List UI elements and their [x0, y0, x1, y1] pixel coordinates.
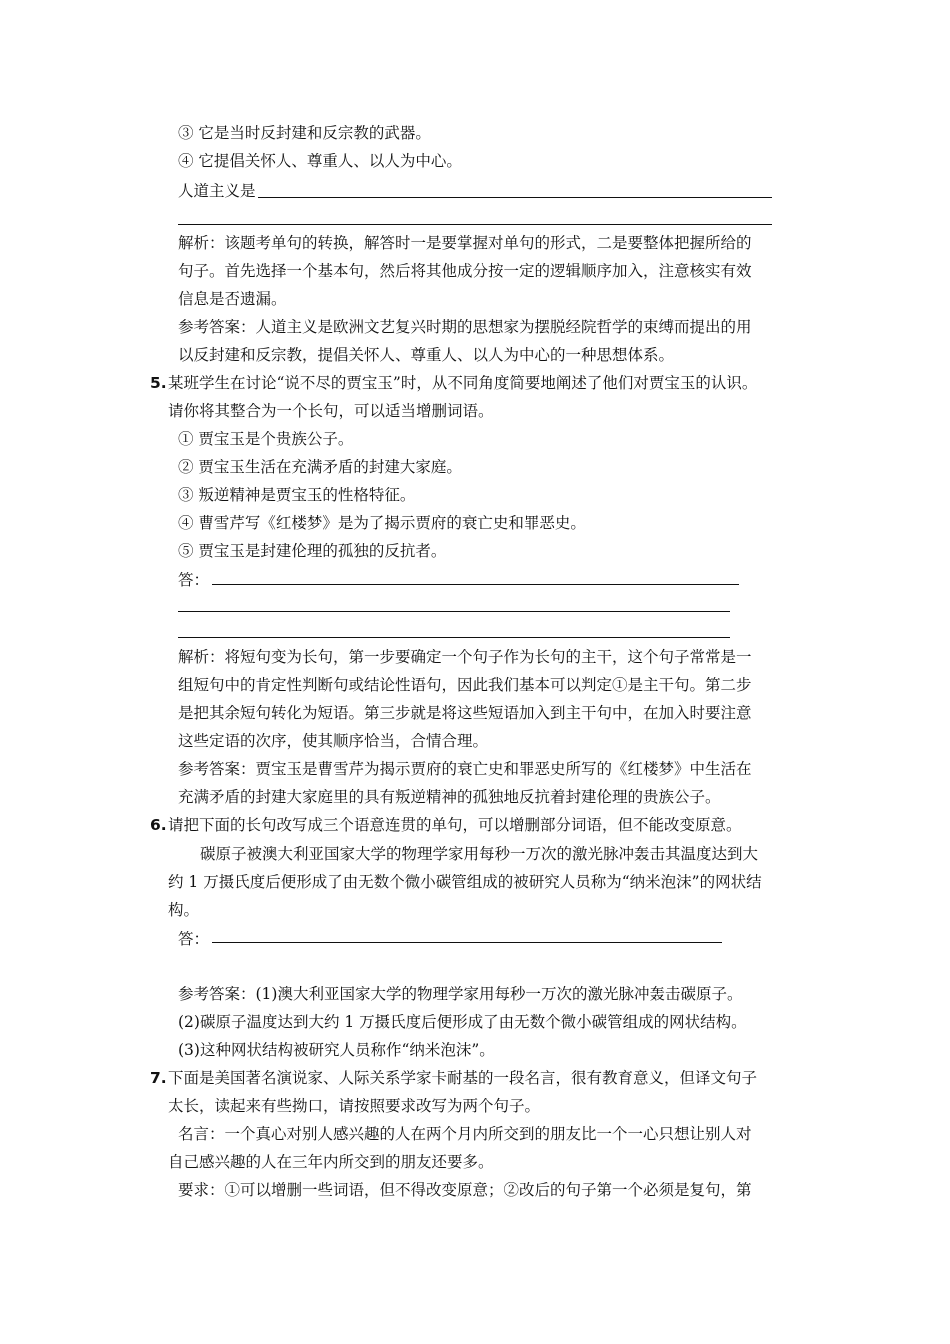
q5-option-3: ③ 叛逆精神是贾宝玉的性格特征。 — [178, 486, 416, 504]
q4-reference-line-2: 以反封建和反宗教，提倡关怀人、尊重人、以人为中心的一种思想体系。 — [178, 346, 675, 364]
q6-passage-line-1: 碳原子被澳大利亚国家大学的物理学家用每秒一万次的激光脉冲轰击其温度达到大 — [200, 845, 759, 863]
q6-stem: 请把下面的长句改写成三个语意连贯的单句，可以增删部分词语，但不能改变原意。 — [168, 816, 742, 834]
q5-analysis-line-3: 是把其余短句转化为短语。第三步就是将这些短语加入到主干句中，在加入时要注意 — [178, 704, 752, 722]
q4-analysis-line-1: 解析：该题考单句的转换，解答时一是要掌握对单句的形式，二是要整体把握所给的 — [178, 234, 752, 252]
q5-stem-line-2: 请你将其整合为一个长句，可以适当增删词语。 — [168, 402, 494, 420]
q5-option-1: ① 贾宝玉是个贵族公子。 — [178, 430, 354, 448]
q5-analysis-line-1: 解析：将短句变为长句，第一步要确定一个句子作为长句的主干，这个句子常常是一 — [178, 648, 752, 666]
q5-analysis-line-2: 组短句中的肯定性判断句或结论性语句，因此我们基本可以判定①是主干句。第二步 — [178, 676, 752, 694]
q4-answer-label: 人道主义是 — [178, 182, 256, 200]
q7-requirement-line-1: 要求：①可以增删一些词语，但不得改变原意；②改后的句子第一个必须是复句，第 — [178, 1181, 752, 1199]
q5-number: 5. — [150, 374, 167, 392]
q5-option-4: ④ 曹雪芹写《红楼梦》是为了揭示贾府的衰亡史和罪恶史。 — [178, 514, 586, 532]
q5-answer-label: 答： — [178, 571, 210, 589]
q5-answer-line-2[interactable] — [178, 611, 730, 612]
q4-option-3: ③ 它是当时反封建和反宗教的武器。 — [178, 124, 431, 142]
q4-analysis-line-2: 句子。首先选择一个基本句，然后将其他成分按一定的逻辑顺序加入，注意核实有效 — [178, 262, 752, 280]
q6-answer-line[interactable] — [212, 942, 722, 943]
q4-answer-line-1[interactable] — [258, 197, 772, 198]
q6-answer-label: 答： — [178, 930, 210, 948]
q6-number: 6. — [150, 816, 167, 834]
q4-answer-line-2[interactable] — [178, 224, 772, 225]
q5-reference-line-2: 充满矛盾的封建大家庭里的具有叛逆精神的孤独地反抗着封建伦理的贵族公子。 — [178, 788, 721, 806]
q7-quote-line-2: 自己感兴趣的人在三年内所交到的朋友还要多。 — [168, 1153, 494, 1171]
q5-answer-line-1[interactable] — [212, 584, 739, 585]
q6-passage-line-2: 约 1 万摄氏度后便形成了由无数个微小碳管组成的被研究人员称为“纳米泡沫”的网状结 — [168, 873, 762, 891]
q5-reference-line-1: 参考答案：贾宝玉是曹雪芹为揭示贾府的衰亡史和罪恶史所写的《红楼梦》中生活在 — [178, 760, 752, 778]
q7-quote-line-1: 名言：一个真心对别人感兴趣的人在两个月内所交到的朋友比一个一心只想让别人对 — [178, 1125, 752, 1143]
q7-stem-line-2: 太长，读起来有些拗口，请按照要求改写为两个句子。 — [168, 1097, 541, 1115]
q4-option-4: ④ 它提倡关怀人、尊重人、以人为中心。 — [178, 152, 462, 170]
q5-stem-line-1: 某班学生在讨论“说不尽的贾宝玉”时，从不同角度简要地阐述了他们对贾宝玉的认识。 — [168, 374, 758, 392]
q6-passage-line-3: 构。 — [168, 901, 200, 919]
q7-number: 7. — [150, 1069, 167, 1087]
q6-reference-line-1: 参考答案：(1)澳大利亚国家大学的物理学家用每秒一万次的激光脉冲轰击碳原子。 — [178, 985, 743, 1003]
q5-option-5: ⑤ 贾宝玉是封建伦理的孤独的反抗者。 — [178, 542, 447, 560]
q5-answer-line-3[interactable] — [178, 637, 730, 638]
q7-stem-line-1: 下面是美国著名演说家、人际关系学家卡耐基的一段名言，很有教育意义，但译文句子 — [168, 1069, 758, 1087]
q6-reference-line-3: (3)这种网状结构被研究人员称作“纳米泡沫”。 — [178, 1041, 495, 1059]
q5-analysis-line-4: 这些定语的次序，使其顺序恰当，合情合理。 — [178, 732, 489, 750]
q5-option-2: ② 贾宝玉生活在充满矛盾的封建大家庭。 — [178, 458, 462, 476]
q6-reference-line-2: (2)碳原子温度达到大约 1 万摄氏度后便形成了由无数个微小碳管组成的网状结构。 — [178, 1013, 747, 1031]
q4-reference-line-1: 参考答案：人道主义是欧洲文艺复兴时期的思想家为摆脱经院哲学的束缚而提出的用 — [178, 318, 752, 336]
q4-analysis-line-3: 信息是否遗漏。 — [178, 290, 287, 308]
